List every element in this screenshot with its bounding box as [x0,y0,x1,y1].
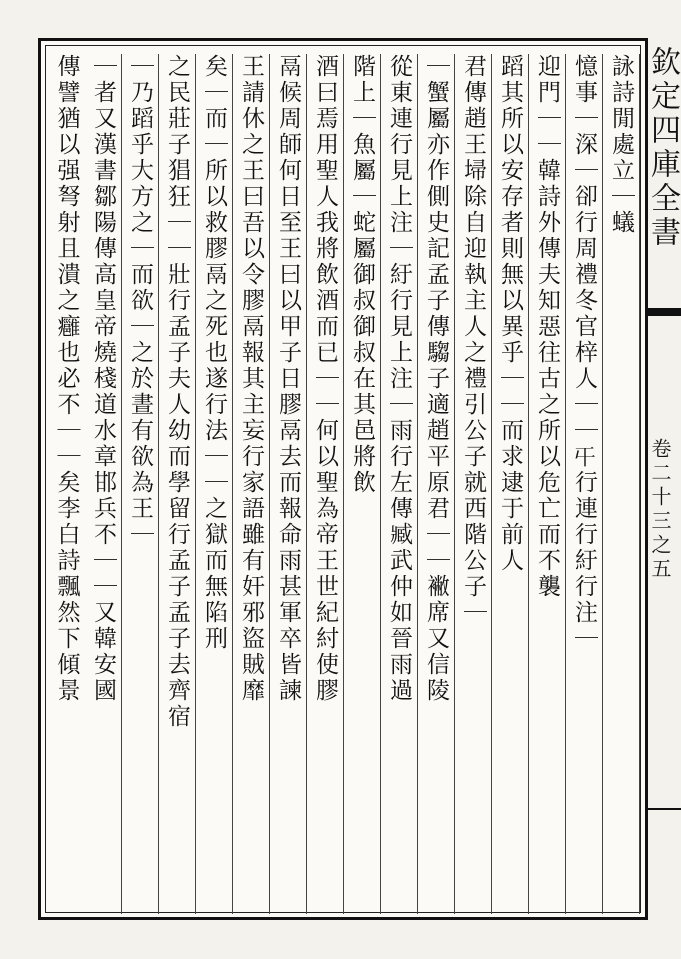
column-text: 之民莊子猖狂｜｜壯行孟子夫人幼而學留行孟子孟子去齊宿 [164,54,190,730]
column-text: 憶事｜深｜卻行周禮冬官梓人｜｜𡕒行連行紆行注｜ [571,54,597,652]
column-text: 傳譬猶以强弩射且潰之癰也必不｜｜矣李白詩飄然下傾景 [53,54,80,704]
page-frame [38,38,648,920]
book-title: 欽定四庫全書 [645,46,680,250]
column-text: ｜蟹屬亦作側史記孟子傳騶子適趙平原君｜｜襒席又信陵 [423,54,449,704]
column-text: 蹈其所以安存者則無以異乎｜｜而求逮于前人 [497,54,523,574]
text-column [48,54,85,914]
divider-line [645,808,681,810]
divider-bar [645,308,681,316]
text-column [455,54,492,914]
margin-header [646,38,681,920]
text-column [529,54,566,914]
text-column [85,54,122,914]
text-column [603,54,640,914]
column-text: 從東連行見上注｜紆行見上注｜雨行左傳臧武仲如晉雨過 [386,54,412,704]
text-column [159,54,196,914]
column-text: 王請休之王曰吾以令膠鬲報其主妄行家語雖有奸邪盜賊靡 [238,54,264,704]
column-text: ｜乃蹈乎大方之｜而欲｜之於晝有欲為王｜ [127,54,153,548]
text-column [344,54,381,914]
text-column [492,54,529,914]
column-text: 鬲候周師何日至王曰以甲子日膠鬲去而報命雨甚軍卒皆諫 [275,54,301,704]
volume-label: 卷二十三之五 [648,438,672,582]
column-text: ｜者又漢書鄒陽傳高皇帝燒棧道水章邯兵不｜｜又韓安國 [90,54,116,704]
text-column [566,54,603,914]
text-area [45,45,641,913]
text-column [122,54,159,914]
text-column [233,54,270,914]
column-text: 君傳趙王埽除自迎執主人之禮引公子就西階公子｜ [460,54,486,626]
text-column [418,54,455,914]
column-text: 詠詩閒處立｜蟻 [608,54,634,236]
text-column [196,54,233,914]
column-text: 階上｜魚屬｜蛇屬御叔御叔在其邑將飲 [349,54,375,496]
text-column [270,54,307,914]
column-text: 迎門｜｜韓詩外傳夫知惡往古之所以危亡而不襲 [534,54,560,600]
text-column [381,54,418,914]
column-text: 矣｜而｜所以救膠鬲之死也遂行法｜｜之獄而無陷刑 [201,54,227,652]
text-column [307,54,344,914]
column-text: 酒曰焉用聖人我將飲酒而已｜｜何以聖為帝王世紀紂使膠 [312,54,338,704]
